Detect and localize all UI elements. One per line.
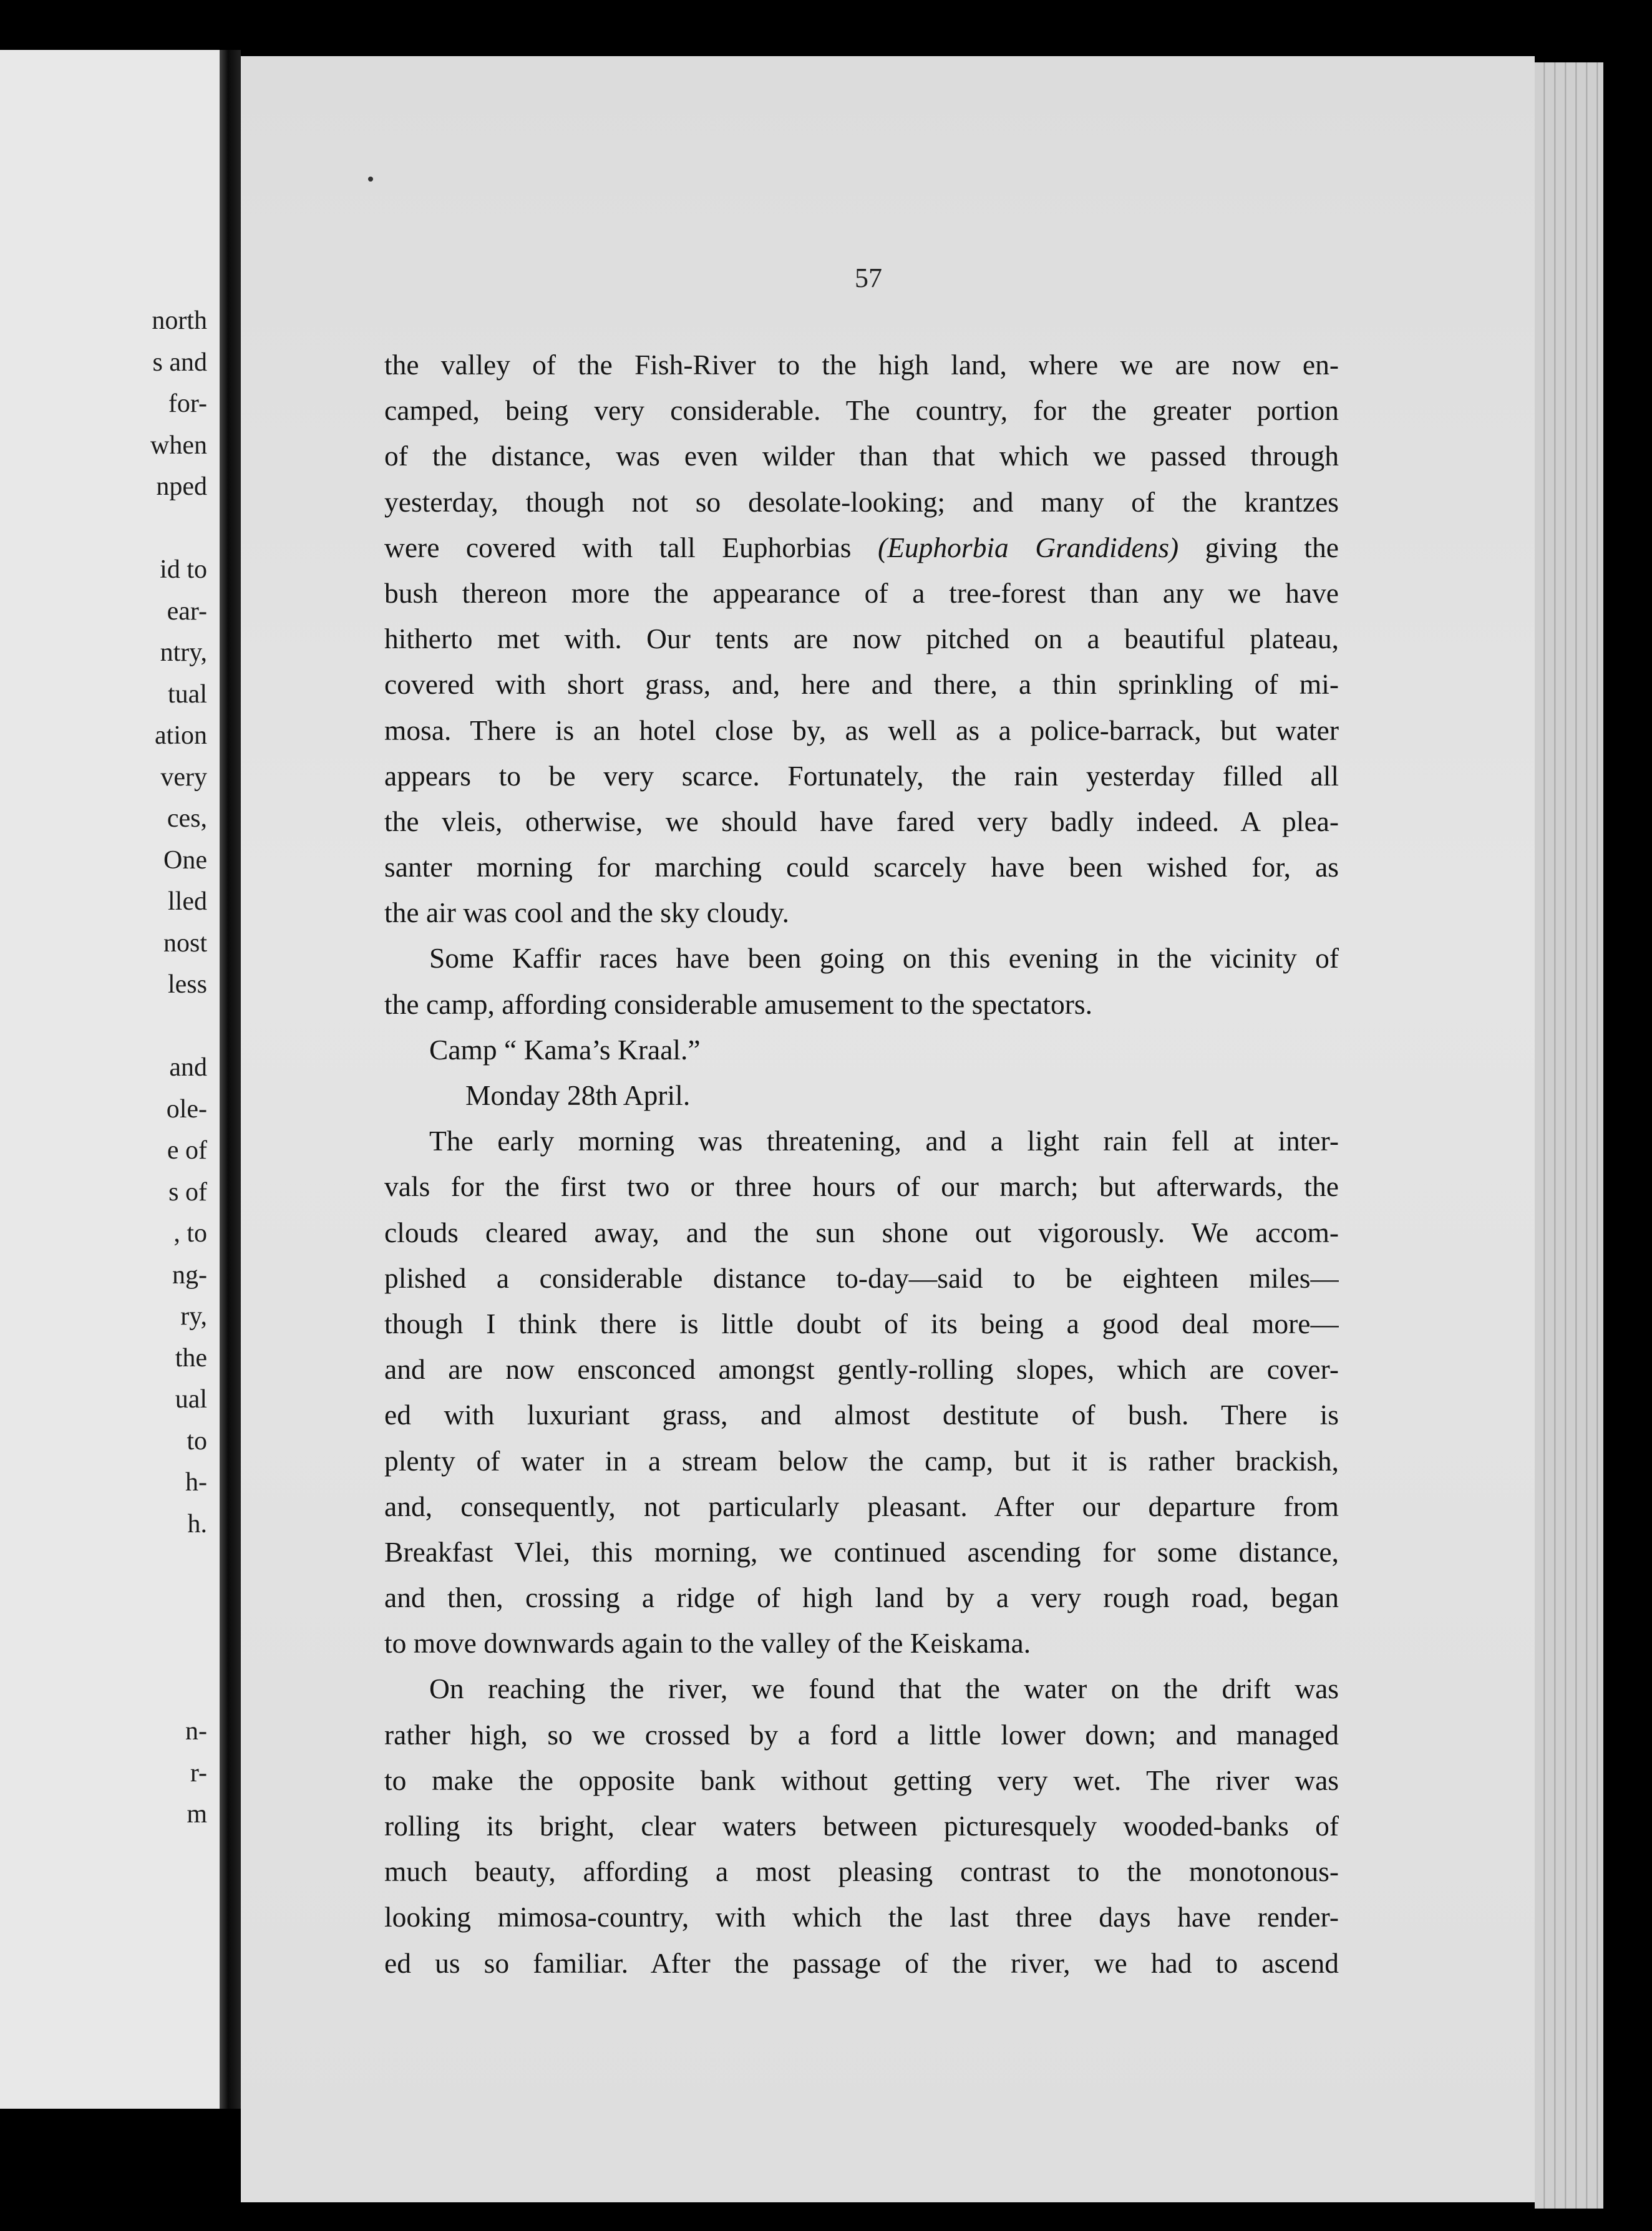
text-line <box>384 525 1339 570</box>
text-line: covered with short grass, and, here and there, a thin sprinkling of mi- <box>384 668 1339 701</box>
text-line: looking mimosa-country, with which the last three days have render- <box>384 1901 1339 1933</box>
left-page-fragment: e of <box>167 1136 207 1165</box>
left-page-fragment: r- <box>190 1758 207 1787</box>
line-text: giving the <box>1178 531 1339 563</box>
text-line: hitherto met with. Our tents are now pitched on a beautiful plateau, <box>384 623 1339 655</box>
line-text: were covered with tall Euphorbias <box>384 531 878 563</box>
text-line: to make the opposite bank without getting very wet. The river was <box>384 1764 1339 1796</box>
text-line: and are now ensconced amongst gently-rolling slopes, which are cover- <box>384 1353 1339 1386</box>
left-page-fragment: s and <box>152 348 207 377</box>
text-line: On reaching the river, we found that the water on the drift was <box>429 1673 1339 1705</box>
left-page-fragment: when <box>150 430 207 460</box>
text-line: bush thereon more the appearance of a tree-forest than any we have <box>384 576 1339 609</box>
left-page-fragment: m <box>187 1800 207 1829</box>
left-page-fragment: ng- <box>172 1260 207 1290</box>
left-page-fragment: lled <box>168 887 207 916</box>
left-page-fragment: less <box>168 970 207 999</box>
page-number: 57 <box>855 263 882 293</box>
left-page-fragment: the <box>175 1343 207 1373</box>
text-line: rolling its bright, clear waters between picturesquely wooded-banks of <box>384 1810 1339 1842</box>
left-page-fragment: to <box>187 1426 207 1456</box>
text-line: Breakfast Vlei, this morning, we continued ascending for some distance, <box>384 1535 1339 1568</box>
text-line: much beauty, affording a most pleasing contrast to the monotonous- <box>384 1855 1339 1888</box>
text-line: the camp, affording considerable amusement to the spectators. <box>384 988 1093 1020</box>
text-line: plenty of water in a stream below the camp, but it is rather brackish, <box>384 1444 1339 1477</box>
left-page-fragment: ry, <box>180 1302 207 1331</box>
left-page-fragment: n- <box>185 1717 207 1746</box>
text-line: appears to be very scarce. Fortunately, the rain yesterday filled all <box>384 759 1339 792</box>
text-line: the valley of the Fish-River to the high land, where we are now en- <box>384 349 1339 381</box>
left-page-fragment: tual <box>168 679 207 709</box>
left-page-fragment: north <box>152 306 207 335</box>
left-page-fragment: ear- <box>167 596 207 626</box>
text-line: ed us so familiar. After the passage of the river, we had to ascend <box>384 1947 1339 1979</box>
left-page-fragment: ation <box>155 721 207 750</box>
text-line: rather high, so we crossed by a ford a little lower down; and managed <box>384 1718 1339 1751</box>
ink-speck <box>368 177 373 182</box>
species-name: (Euphorbia Grandidens) <box>877 531 1179 563</box>
text-line: ed with luxuriant grass, and almost destitute of bush. There is <box>384 1399 1339 1431</box>
text-line: mosa. There is an hotel close by, as well as a police-barrack, but water <box>384 714 1339 746</box>
text-line: of the distance, was even wilder than that which we passed through <box>384 440 1339 472</box>
text-line: clouds cleared away, and the sun shone out vigorously. We accom- <box>384 1216 1339 1248</box>
left-page-fragment: h. <box>187 1509 207 1538</box>
text-line: and then, crossing a ridge of high land by a very rough road, began <box>384 1582 1339 1614</box>
left-facing-page <box>0 50 220 2109</box>
left-page-fragment: ual <box>175 1385 207 1414</box>
text-line: though I think there is little doubt of its being a good deal more— <box>384 1307 1339 1339</box>
text-line: santer morning for marching could scarcely have been wished for, as <box>384 851 1339 883</box>
text-line: the vleis, otherwise, we should have fared very badly indeed. A plea- <box>384 805 1339 837</box>
left-page-fragment: very <box>160 762 207 792</box>
left-page-fragment: ces, <box>167 804 207 833</box>
text-line: vals for the first two or three hours of our march; but afterwards, the <box>384 1170 1339 1203</box>
left-page-fragment: s of <box>168 1177 207 1207</box>
text-line: The early morning was threatening, and a light rain fell at inter- <box>429 1125 1339 1157</box>
left-page-fragment: for- <box>168 389 207 418</box>
left-page-fragment: ole- <box>166 1094 207 1124</box>
text-line: Some Kaffir races have been going on this evening in the vicinity of <box>429 942 1339 975</box>
text-line: yesterday, though not so desolate-looking; and many of the krantzes <box>384 485 1339 518</box>
left-page-fragment: h- <box>185 1468 207 1497</box>
left-page-fragment: , to <box>173 1219 207 1248</box>
text-line: and, consequently, not particularly pleasant. After our departure from <box>384 1490 1339 1522</box>
text-line: camped, being very considerable. The country, for the greater portion <box>384 394 1339 427</box>
left-page-fragment: nost <box>163 928 207 958</box>
page-text <box>384 342 1339 1986</box>
left-page-fragment: and <box>169 1053 207 1082</box>
text-line: Monday 28th April. <box>465 1079 691 1111</box>
text-line: to move downwards again to the valley of the Keiskama. <box>384 1627 1031 1660</box>
left-page-fragment: One <box>163 845 207 875</box>
text-line: plished a considerable distance to-day—said to be eighteen miles— <box>384 1261 1339 1294</box>
left-page-fragment: ntry, <box>160 638 207 667</box>
text-line: the air was cool and the sky cloudy. <box>384 897 790 929</box>
left-page-fragment: id to <box>160 555 207 584</box>
page-edges <box>1535 62 1603 2209</box>
left-page-fragment: nped <box>156 472 207 501</box>
text-line: Camp “ Kama’s Kraal.” <box>429 1033 701 1066</box>
book-gutter <box>220 50 241 2109</box>
